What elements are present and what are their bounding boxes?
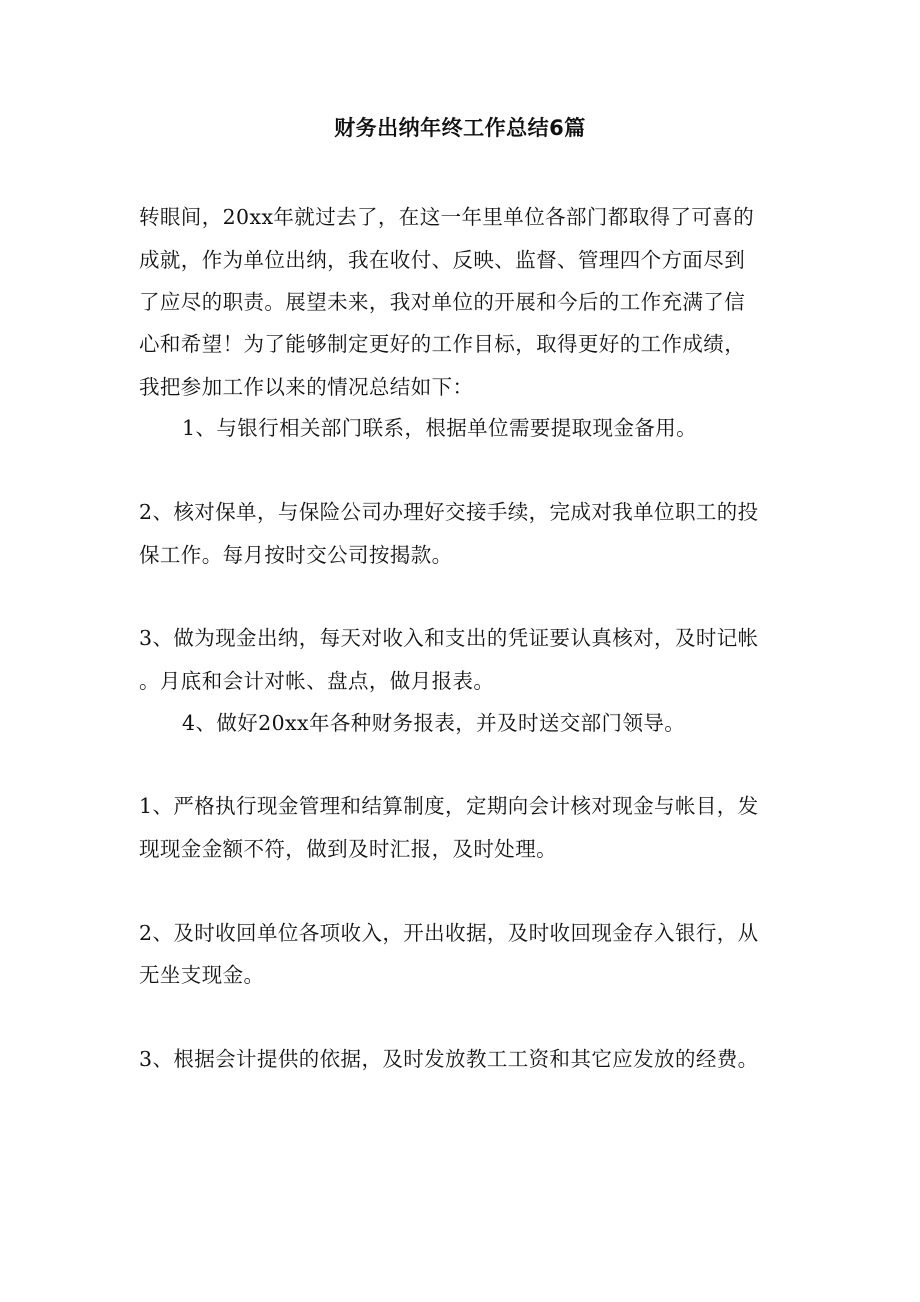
document-title: 财务出纳年终工作总结6篇 <box>334 116 586 140</box>
list-item-4: 4、做好20xx年各种财务报表，并及时送交部门领导。 <box>182 711 686 735</box>
section2-item-3: 3、根据会计提供的依据，及时发放教工工资和其它应发放的经费。 <box>139 1047 759 1071</box>
intro-line-3: 了应尽的职责。展望未来，我对单位的开展和今后的工作充满了信 <box>139 290 746 314</box>
section2-item-1-line-2: 现现金金额不符，做到及时汇报，及时处理。 <box>139 837 557 861</box>
list-item-2-line-1: 2、核对保单，与保险公司办理好交接手续，完成对我单位职工的投 <box>139 500 759 524</box>
list-item-2-line-2: 保工作。每月按时交公司按揭款。 <box>139 543 453 567</box>
list-item-3-line-1: 3、做为现金出纳，每天对收入和支出的凭证要认真核对，及时记帐 <box>139 626 759 650</box>
intro-line-1: 转眼间，20xx年就过去了，在这一年里单位各部门都取得了可喜的 <box>139 205 755 229</box>
intro-line-5: 我把参加工作以来的情况总结如下： <box>139 375 474 399</box>
intro-line-2: 成就，作为单位出纳，我在收付、反映、监督、管理四个方面尽到 <box>139 248 746 272</box>
section2-item-2-line-2: 无坐支现金。 <box>139 963 265 987</box>
list-item-1: 1、与银行相关部门联系，根据单位需要提取现金备用。 <box>182 416 698 440</box>
intro-line-4: 心和希望！为了能够制定更好的工作目标，取得更好的工作成绩， <box>139 332 746 356</box>
list-item-3-line-2: 。月底和会计对帐、盘点，做月报表。 <box>139 669 495 693</box>
section2-item-1-line-1: 1、严格执行现金管理和结算制度，定期向会计核对现金与帐目，发 <box>139 794 759 818</box>
section2-item-2-line-1: 2、及时收回单位各项收入，开出收据，及时收回现金存入银行，从 <box>139 921 759 945</box>
